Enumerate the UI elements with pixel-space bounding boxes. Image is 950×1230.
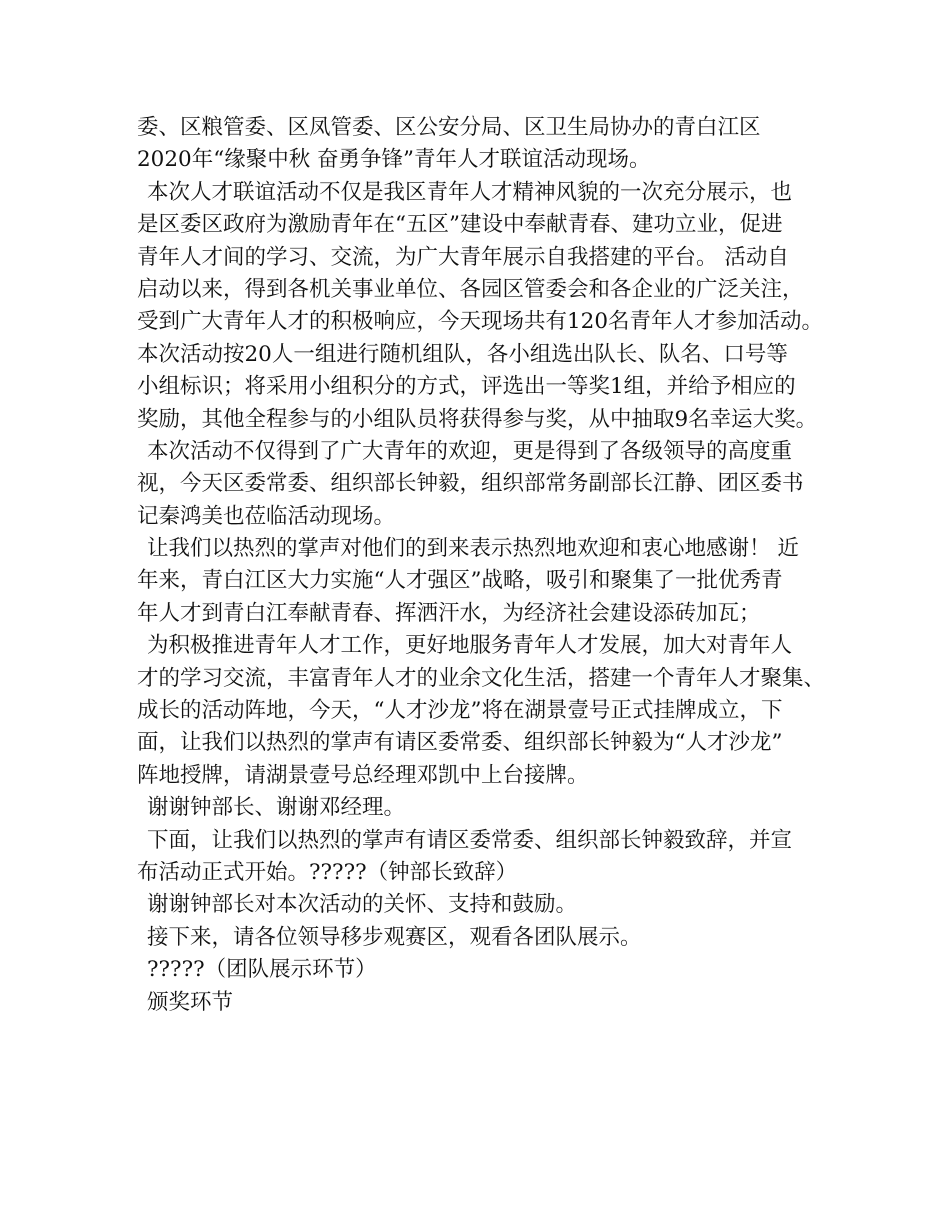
text-line: 谢谢钟部长、谢谢邓经理。 xyxy=(147,795,406,821)
text-line: 本次活动不仅得到了广大青年的欢迎，更是得到了各级领导的高度重 xyxy=(147,438,793,464)
text-line: 阵地授牌，请湖景壹号总经理邓凯中上台接牌。 xyxy=(137,762,589,788)
text-line: 年来，青白江区大力实施“人才强区”战略，吸引和聚集了一批优秀青 xyxy=(137,568,783,594)
text-line: 视，今天区委常委、组织部长钟毅，组织部常务副部长江静、团区委书 xyxy=(137,471,804,497)
text-line: 本次人才联谊活动不仅是我区青年人才精神风貌的一次充分展示，也 xyxy=(147,179,793,205)
text-line: 谢谢钟部长对本次活动的关怀、支持和鼓励。 xyxy=(147,892,578,918)
text-line: 接下来，请各位领导移步观赛区，观看各团队展示。 xyxy=(147,924,642,950)
text-line: 启动以来，得到各机关事业单位、各园区管委会和各企业的广泛关注， xyxy=(137,276,804,302)
text-line: 布活动正式开始。?????（钟部长致辞） xyxy=(137,859,518,885)
text-line: 成长的活动阵地，今天，“人才沙龙”将在湖景壹号正式挂牌成立，下 xyxy=(137,698,783,724)
text-line: 面，让我们以热烈的掌声有请区委常委、组织部长钟毅为“人才沙龙” xyxy=(137,730,783,756)
text-line: 颁奖环节 xyxy=(147,989,234,1015)
text-line: 青年人才间的学习、交流，为广大青年展示自我搭建的平台。 活动自 xyxy=(137,244,789,270)
text-line: 2020年“缘聚中秋 奋勇争锋”青年人才联谊活动现场。 xyxy=(137,147,651,173)
text-line: 受到广大青年人才的积极响应，今天现场共有120名青年人才参加活动。 xyxy=(137,309,824,335)
text-line: 才的学习交流，丰富青年人才的业余文化生活，搭建一个青年人才聚集、 xyxy=(137,665,826,691)
text-line: 委、区粮管委、区凤管委、区公安分局、区卫生局协办的青白江区 xyxy=(137,115,761,140)
text-line: 为积极推进青年人才工作，更好地服务青年人才发展，加大对青年人 xyxy=(147,633,793,659)
text-line: 奖励，其他全程参与的小组队员将获得参与奖，从中抽取9名幸运大奖。 xyxy=(137,406,818,432)
text-line: 小组标识；将采用小组积分的方式，评选出一等奖1组，并给予相应的 xyxy=(137,374,796,400)
text-line: 记秦鸿美也莅临活动现场。 xyxy=(137,503,396,529)
text-line: 本次活动按20人一组进行随机组队，各小组选出队长、队名、口号等 xyxy=(137,341,788,367)
text-line: 是区委区政府为激励青年在“五区”建设中奉献青春、建功立业，促进 xyxy=(137,212,783,238)
text-line: ?????（团队展示环节） xyxy=(147,957,377,983)
text-line: 下面，让我们以热烈的掌声有请区委常委、组织部长钟毅致辞，并宣 xyxy=(147,827,793,853)
document-body xyxy=(137,112,827,1019)
text-line: 让我们以热烈的掌声对他们的到来表示热烈地欢迎和衷心地感谢！ 近 xyxy=(147,536,799,562)
text-line: 年人才到青白江奉献青春、挥洒汗水，为经济社会建设添砖加瓦； xyxy=(137,600,761,626)
